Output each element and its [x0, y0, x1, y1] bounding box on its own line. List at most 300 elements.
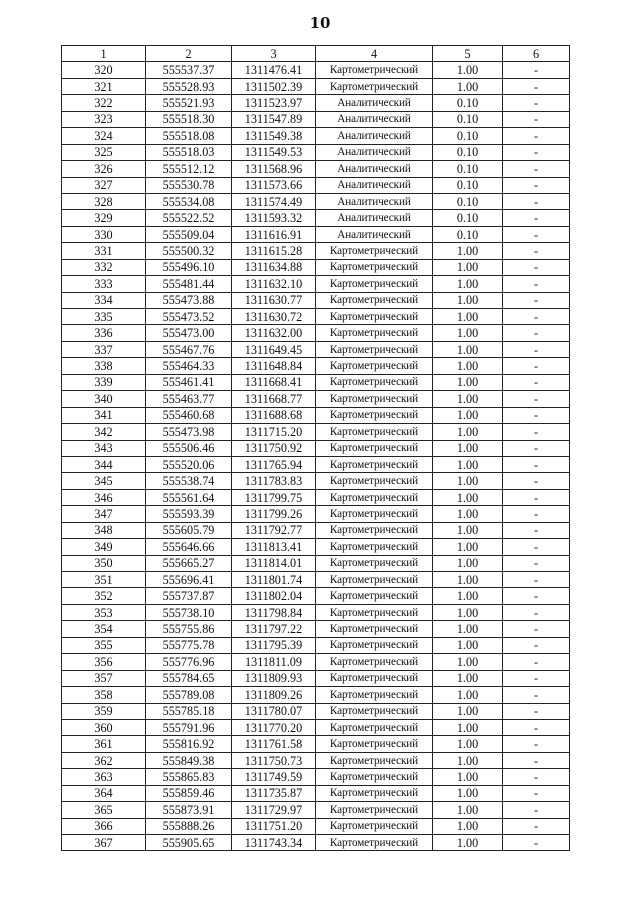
cell-y-coordinate: 1311735.87 [232, 785, 316, 801]
cell-x-coordinate: 555859.46 [146, 785, 232, 801]
cell-accuracy: 1.00 [433, 752, 503, 768]
table-row [62, 325, 570, 341]
cell-note: - [503, 769, 570, 785]
cell-method: Аналитический [316, 177, 433, 193]
cell-y-coordinate: 1311750.73 [232, 752, 316, 768]
cell-point-number: 334 [62, 292, 146, 308]
cell-point-number: 364 [62, 785, 146, 801]
cell-note: - [503, 226, 570, 242]
cell-accuracy: 1.00 [433, 736, 503, 752]
cell-method: Картометрический [316, 752, 433, 768]
cell-note: - [503, 341, 570, 357]
table-row [62, 802, 570, 818]
cell-note: - [503, 177, 570, 193]
cell-accuracy: 0.10 [433, 161, 503, 177]
cell-y-coordinate: 1311780.07 [232, 703, 316, 719]
cell-point-number: 358 [62, 687, 146, 703]
cell-method: Картометрический [316, 292, 433, 308]
cell-point-number: 320 [62, 62, 146, 78]
cell-note: - [503, 144, 570, 160]
cell-note: - [503, 259, 570, 275]
cell-point-number: 350 [62, 555, 146, 571]
table-row [62, 358, 570, 374]
table-row [62, 276, 570, 292]
table-row [62, 687, 570, 703]
table-row [62, 341, 570, 357]
table-row [62, 193, 570, 209]
cell-accuracy: 1.00 [433, 522, 503, 538]
cell-y-coordinate: 1311573.66 [232, 177, 316, 193]
cell-method: Картометрический [316, 62, 433, 78]
cell-y-coordinate: 1311549.38 [232, 128, 316, 144]
cell-x-coordinate: 555461.41 [146, 374, 232, 390]
cell-method: Картометрический [316, 785, 433, 801]
cell-accuracy: 1.00 [433, 769, 503, 785]
cell-y-coordinate: 1311792.77 [232, 522, 316, 538]
cell-x-coordinate: 555775.78 [146, 637, 232, 653]
table-row [62, 835, 570, 851]
cell-method: Картометрический [316, 588, 433, 604]
cell-point-number: 325 [62, 144, 146, 160]
cell-y-coordinate: 1311634.88 [232, 259, 316, 275]
cell-note: - [503, 572, 570, 588]
cell-note: - [503, 210, 570, 226]
cell-y-coordinate: 1311616.91 [232, 226, 316, 242]
cell-method: Картометрический [316, 259, 433, 275]
column-header-3: 3 [232, 46, 316, 62]
cell-x-coordinate: 555561.64 [146, 489, 232, 505]
cell-point-number: 324 [62, 128, 146, 144]
cell-method: Картометрический [316, 719, 433, 735]
table-row [62, 259, 570, 275]
cell-y-coordinate: 1311649.45 [232, 341, 316, 357]
cell-method: Картометрический [316, 604, 433, 620]
cell-accuracy: 0.10 [433, 95, 503, 111]
cell-method: Картометрический [316, 555, 433, 571]
cell-x-coordinate: 555500.32 [146, 243, 232, 259]
cell-note: - [503, 539, 570, 555]
cell-y-coordinate: 1311615.28 [232, 243, 316, 259]
table-row [62, 752, 570, 768]
cell-point-number: 366 [62, 818, 146, 834]
cell-point-number: 349 [62, 539, 146, 555]
cell-point-number: 367 [62, 835, 146, 851]
cell-method: Картометрический [316, 374, 433, 390]
cell-x-coordinate: 555522.52 [146, 210, 232, 226]
cell-y-coordinate: 1311630.77 [232, 292, 316, 308]
cell-x-coordinate: 555784.65 [146, 670, 232, 686]
table-row [62, 111, 570, 127]
cell-x-coordinate: 555776.96 [146, 654, 232, 670]
cell-y-coordinate: 1311648.84 [232, 358, 316, 374]
cell-point-number: 323 [62, 111, 146, 127]
cell-y-coordinate: 1311632.10 [232, 276, 316, 292]
cell-point-number: 322 [62, 95, 146, 111]
table-row [62, 818, 570, 834]
cell-y-coordinate: 1311801.74 [232, 572, 316, 588]
table-row [62, 506, 570, 522]
cell-y-coordinate: 1311749.59 [232, 769, 316, 785]
table-row [62, 654, 570, 670]
table-row [62, 226, 570, 242]
cell-method: Аналитический [316, 144, 433, 160]
cell-x-coordinate: 555755.86 [146, 621, 232, 637]
cell-accuracy: 1.00 [433, 440, 503, 456]
cell-note: - [503, 456, 570, 472]
cell-method: Аналитический [316, 210, 433, 226]
cell-x-coordinate: 555460.68 [146, 407, 232, 423]
cell-accuracy: 0.10 [433, 226, 503, 242]
cell-method: Картометрический [316, 506, 433, 522]
cell-x-coordinate: 555737.87 [146, 588, 232, 604]
cell-method: Картометрический [316, 341, 433, 357]
cell-note: - [503, 687, 570, 703]
cell-note: - [503, 78, 570, 94]
cell-x-coordinate: 555665.27 [146, 555, 232, 571]
cell-method: Аналитический [316, 226, 433, 242]
table-row [62, 736, 570, 752]
cell-accuracy: 1.00 [433, 637, 503, 653]
cell-y-coordinate: 1311729.97 [232, 802, 316, 818]
cell-accuracy: 1.00 [433, 687, 503, 703]
cell-method: Картометрический [316, 621, 433, 637]
cell-method: Картометрический [316, 473, 433, 489]
cell-accuracy: 1.00 [433, 506, 503, 522]
column-header-4: 4 [316, 46, 433, 62]
cell-note: - [503, 654, 570, 670]
table-row [62, 588, 570, 604]
cell-y-coordinate: 1311809.93 [232, 670, 316, 686]
cell-x-coordinate: 555473.88 [146, 292, 232, 308]
cell-x-coordinate: 555467.76 [146, 341, 232, 357]
cell-point-number: 339 [62, 374, 146, 390]
cell-x-coordinate: 555605.79 [146, 522, 232, 538]
cell-x-coordinate: 555506.46 [146, 440, 232, 456]
cell-y-coordinate: 1311765.94 [232, 456, 316, 472]
cell-point-number: 344 [62, 456, 146, 472]
cell-point-number: 346 [62, 489, 146, 505]
cell-y-coordinate: 1311688.68 [232, 407, 316, 423]
cell-accuracy: 1.00 [433, 243, 503, 259]
table-row [62, 292, 570, 308]
cell-accuracy: 1.00 [433, 835, 503, 851]
cell-y-coordinate: 1311798.84 [232, 604, 316, 620]
cell-x-coordinate: 555496.10 [146, 259, 232, 275]
table-row [62, 144, 570, 160]
table-row [62, 670, 570, 686]
cell-point-number: 327 [62, 177, 146, 193]
cell-accuracy: 1.00 [433, 358, 503, 374]
cell-note: - [503, 424, 570, 440]
table-row [62, 456, 570, 472]
cell-y-coordinate: 1311593.32 [232, 210, 316, 226]
cell-point-number: 345 [62, 473, 146, 489]
cell-x-coordinate: 555521.93 [146, 95, 232, 111]
cell-point-number: 361 [62, 736, 146, 752]
cell-accuracy: 1.00 [433, 407, 503, 423]
cell-note: - [503, 785, 570, 801]
table-row [62, 489, 570, 505]
cell-accuracy: 1.00 [433, 62, 503, 78]
cell-y-coordinate: 1311811.09 [232, 654, 316, 670]
cell-point-number: 365 [62, 802, 146, 818]
cell-x-coordinate: 555512.12 [146, 161, 232, 177]
cell-method: Картометрический [316, 687, 433, 703]
cell-note: - [503, 588, 570, 604]
cell-accuracy: 1.00 [433, 621, 503, 637]
cell-x-coordinate: 555464.33 [146, 358, 232, 374]
cell-y-coordinate: 1311809.26 [232, 687, 316, 703]
cell-method: Картометрический [316, 78, 433, 94]
cell-note: - [503, 407, 570, 423]
table-row [62, 555, 570, 571]
cell-method: Картометрический [316, 489, 433, 505]
cell-note: - [503, 506, 570, 522]
cell-method: Аналитический [316, 111, 433, 127]
cell-y-coordinate: 1311574.49 [232, 193, 316, 209]
cell-x-coordinate: 555905.65 [146, 835, 232, 851]
cell-y-coordinate: 1311770.20 [232, 719, 316, 735]
cell-point-number: 336 [62, 325, 146, 341]
cell-method: Аналитический [316, 193, 433, 209]
cell-accuracy: 1.00 [433, 818, 503, 834]
cell-accuracy: 1.00 [433, 588, 503, 604]
cell-method: Картометрический [316, 522, 433, 538]
cell-point-number: 328 [62, 193, 146, 209]
cell-method: Картометрический [316, 407, 433, 423]
cell-x-coordinate: 555696.41 [146, 572, 232, 588]
cell-y-coordinate: 1311568.96 [232, 161, 316, 177]
column-header-2: 2 [146, 46, 232, 62]
cell-note: - [503, 161, 570, 177]
cell-y-coordinate: 1311751.20 [232, 818, 316, 834]
cell-x-coordinate: 555865.83 [146, 769, 232, 785]
cell-accuracy: 1.00 [433, 276, 503, 292]
cell-note: - [503, 703, 570, 719]
table-row [62, 78, 570, 94]
cell-note: - [503, 243, 570, 259]
cell-x-coordinate: 555646.66 [146, 539, 232, 555]
cell-x-coordinate: 555888.26 [146, 818, 232, 834]
table-row [62, 62, 570, 78]
cell-accuracy: 1.00 [433, 489, 503, 505]
cell-y-coordinate: 1311630.72 [232, 309, 316, 325]
cell-note: - [503, 637, 570, 653]
column-header-1: 1 [62, 46, 146, 62]
cell-x-coordinate: 555518.03 [146, 144, 232, 160]
table-row [62, 424, 570, 440]
cell-x-coordinate: 555528.93 [146, 78, 232, 94]
cell-note: - [503, 325, 570, 341]
cell-accuracy: 1.00 [433, 785, 503, 801]
cell-note: - [503, 292, 570, 308]
table-row [62, 161, 570, 177]
cell-method: Картометрический [316, 309, 433, 325]
cell-x-coordinate: 555849.38 [146, 752, 232, 768]
cell-point-number: 326 [62, 161, 146, 177]
cell-method: Картометрический [316, 325, 433, 341]
cell-x-coordinate: 555785.18 [146, 703, 232, 719]
column-header-6: 6 [503, 46, 570, 62]
cell-y-coordinate: 1311799.26 [232, 506, 316, 522]
cell-y-coordinate: 1311632.00 [232, 325, 316, 341]
table-row [62, 572, 570, 588]
table-row [62, 407, 570, 423]
cell-method: Картометрический [316, 769, 433, 785]
cell-note: - [503, 473, 570, 489]
cell-y-coordinate: 1311668.77 [232, 391, 316, 407]
cell-note: - [503, 555, 570, 571]
cell-y-coordinate: 1311549.53 [232, 144, 316, 160]
cell-method: Картометрический [316, 572, 433, 588]
cell-method: Картометрический [316, 424, 433, 440]
cell-accuracy: 1.00 [433, 703, 503, 719]
cell-y-coordinate: 1311761.58 [232, 736, 316, 752]
cell-point-number: 348 [62, 522, 146, 538]
cell-point-number: 341 [62, 407, 146, 423]
cell-x-coordinate: 555473.52 [146, 309, 232, 325]
table-row [62, 719, 570, 735]
cell-note: - [503, 95, 570, 111]
cell-x-coordinate: 555873.91 [146, 802, 232, 818]
cell-note: - [503, 522, 570, 538]
cell-x-coordinate: 555481.44 [146, 276, 232, 292]
cell-note: - [503, 736, 570, 752]
cell-y-coordinate: 1311715.20 [232, 424, 316, 440]
cell-point-number: 355 [62, 637, 146, 653]
table-row [62, 374, 570, 390]
cell-point-number: 321 [62, 78, 146, 94]
cell-point-number: 340 [62, 391, 146, 407]
cell-method: Аналитический [316, 161, 433, 177]
cell-point-number: 329 [62, 210, 146, 226]
cell-y-coordinate: 1311783.83 [232, 473, 316, 489]
cell-note: - [503, 440, 570, 456]
cell-method: Картометрический [316, 391, 433, 407]
cell-note: - [503, 276, 570, 292]
cell-y-coordinate: 1311802.04 [232, 588, 316, 604]
cell-method: Картометрический [316, 654, 433, 670]
cell-y-coordinate: 1311523.97 [232, 95, 316, 111]
cell-accuracy: 0.10 [433, 111, 503, 127]
cell-point-number: 363 [62, 769, 146, 785]
cell-point-number: 347 [62, 506, 146, 522]
cell-note: - [503, 62, 570, 78]
cell-point-number: 357 [62, 670, 146, 686]
cell-note: - [503, 719, 570, 735]
cell-note: - [503, 818, 570, 834]
table-body [62, 62, 570, 851]
table-row [62, 703, 570, 719]
cell-accuracy: 1.00 [433, 292, 503, 308]
cell-point-number: 360 [62, 719, 146, 735]
cell-y-coordinate: 1311799.75 [232, 489, 316, 505]
cell-x-coordinate: 555816.92 [146, 736, 232, 752]
cell-method: Аналитический [316, 95, 433, 111]
header-row [62, 46, 570, 62]
cell-x-coordinate: 555473.98 [146, 424, 232, 440]
cell-accuracy: 1.00 [433, 572, 503, 588]
column-header-5: 5 [433, 46, 503, 62]
cell-point-number: 343 [62, 440, 146, 456]
cell-y-coordinate: 1311795.39 [232, 637, 316, 653]
cell-note: - [503, 604, 570, 620]
cell-point-number: 337 [62, 341, 146, 357]
cell-method: Картометрический [316, 539, 433, 555]
cell-point-number: 332 [62, 259, 146, 275]
cell-x-coordinate: 555789.08 [146, 687, 232, 703]
cell-point-number: 342 [62, 424, 146, 440]
cell-point-number: 362 [62, 752, 146, 768]
cell-note: - [503, 358, 570, 374]
table-row [62, 309, 570, 325]
cell-accuracy: 1.00 [433, 309, 503, 325]
table-row [62, 210, 570, 226]
cell-point-number: 333 [62, 276, 146, 292]
cell-method: Картометрический [316, 802, 433, 818]
cell-point-number: 352 [62, 588, 146, 604]
cell-note: - [503, 193, 570, 209]
cell-method: Картометрический [316, 276, 433, 292]
cell-method: Картометрический [316, 736, 433, 752]
cell-y-coordinate: 1311750.92 [232, 440, 316, 456]
cell-y-coordinate: 1311743.34 [232, 835, 316, 851]
cell-method: Картометрический [316, 243, 433, 259]
cell-accuracy: 1.00 [433, 391, 503, 407]
page-number: 10 [309, 14, 331, 32]
table-row [62, 95, 570, 111]
cell-x-coordinate: 555534.08 [146, 193, 232, 209]
cell-accuracy: 0.10 [433, 177, 503, 193]
table-row [62, 391, 570, 407]
cell-accuracy: 1.00 [433, 78, 503, 94]
cell-point-number: 335 [62, 309, 146, 325]
cell-point-number: 351 [62, 572, 146, 588]
cell-accuracy: 1.00 [433, 374, 503, 390]
cell-accuracy: 1.00 [433, 719, 503, 735]
table-row [62, 177, 570, 193]
cell-note: - [503, 391, 570, 407]
cell-y-coordinate: 1311797.22 [232, 621, 316, 637]
cell-x-coordinate: 555518.08 [146, 128, 232, 144]
table-row [62, 243, 570, 259]
cell-point-number: 331 [62, 243, 146, 259]
cell-x-coordinate: 555738.10 [146, 604, 232, 620]
cell-note: - [503, 309, 570, 325]
cell-note: - [503, 621, 570, 637]
cell-x-coordinate: 555518.30 [146, 111, 232, 127]
table-row [62, 621, 570, 637]
cell-accuracy: 1.00 [433, 654, 503, 670]
cell-method: Картометрический [316, 440, 433, 456]
cell-point-number: 359 [62, 703, 146, 719]
cell-method: Картометрический [316, 835, 433, 851]
cell-method: Картометрический [316, 670, 433, 686]
cell-note: - [503, 489, 570, 505]
table-row [62, 769, 570, 785]
cell-x-coordinate: 555520.06 [146, 456, 232, 472]
cell-accuracy: 1.00 [433, 456, 503, 472]
cell-accuracy: 0.10 [433, 144, 503, 160]
cell-accuracy: 1.00 [433, 325, 503, 341]
cell-y-coordinate: 1311668.41 [232, 374, 316, 390]
cell-accuracy: 0.10 [433, 193, 503, 209]
table-row [62, 473, 570, 489]
cell-point-number: 338 [62, 358, 146, 374]
table-row [62, 604, 570, 620]
cell-y-coordinate: 1311476.41 [232, 62, 316, 78]
cell-note: - [503, 111, 570, 127]
